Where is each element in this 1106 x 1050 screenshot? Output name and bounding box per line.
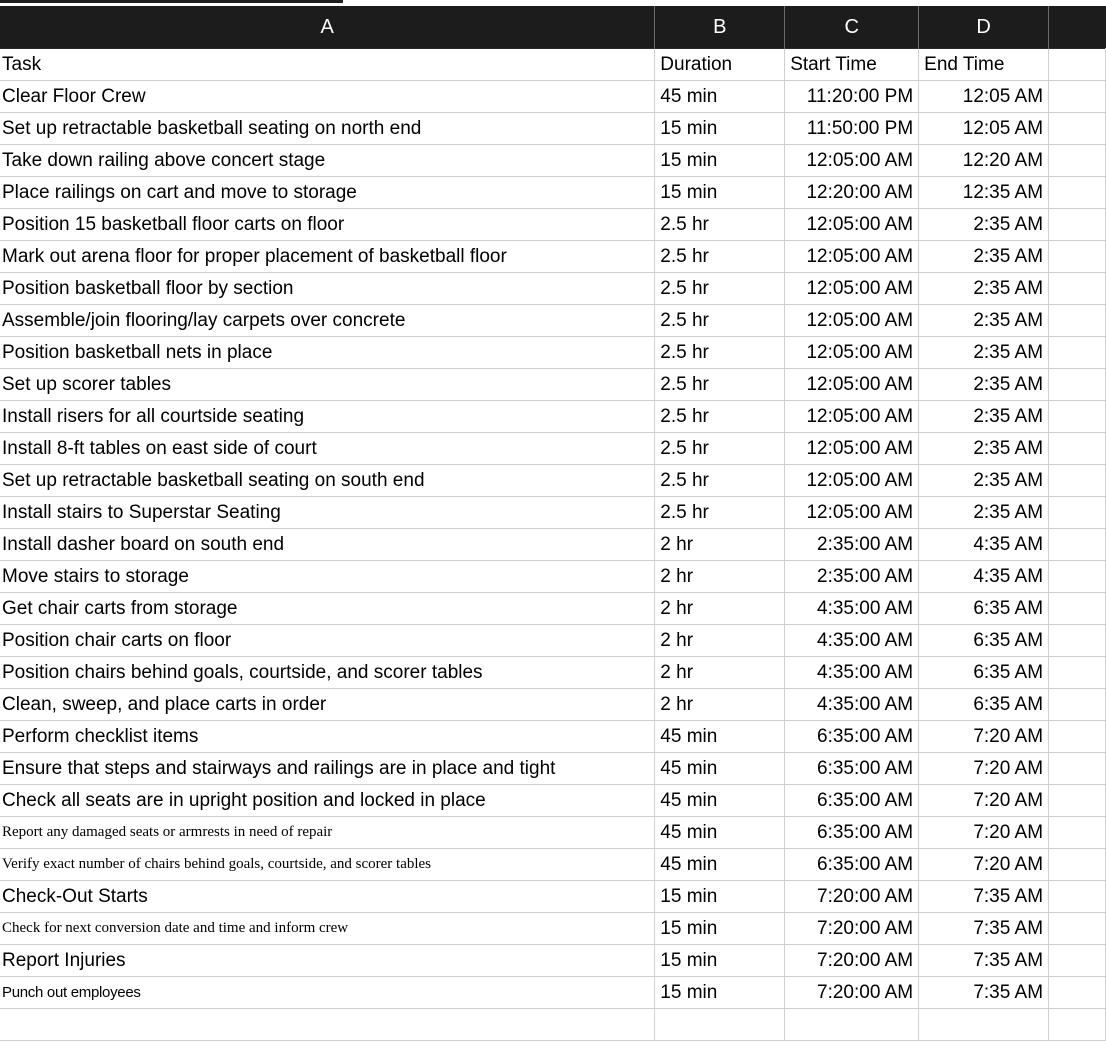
cell-duration[interactable]: 2.5 hr bbox=[655, 401, 785, 433]
cell-task[interactable]: Check for next conversion date and time and inform crew bbox=[0, 913, 655, 945]
table-row bbox=[0, 177, 1106, 209]
empty-cell[interactable] bbox=[1049, 625, 1106, 657]
table-row bbox=[0, 593, 1106, 625]
cell-task[interactable]: Position chairs behind goals, courtside, and scorer tables bbox=[0, 657, 655, 689]
cell-start-time[interactable]: 12:05:00 AM bbox=[785, 401, 919, 433]
cell-end-time[interactable]: 2:35 AM bbox=[919, 305, 1049, 337]
cell-start-time[interactable]: 7:20:00 AM bbox=[785, 977, 919, 1009]
column-header-d[interactable]: D bbox=[919, 6, 1049, 49]
cell-start-time[interactable]: 12:05:00 AM bbox=[785, 465, 919, 497]
cell-start-time[interactable]: 12:05:00 AM bbox=[785, 337, 919, 369]
empty-cell[interactable] bbox=[1049, 337, 1106, 369]
cell-end-header[interactable]: End Time bbox=[919, 49, 1049, 81]
cell-end-time[interactable]: 7:20 AM bbox=[919, 721, 1049, 753]
cell-duration[interactable]: 2.5 hr bbox=[655, 433, 785, 465]
cell-end-time[interactable]: 2:35 AM bbox=[919, 241, 1049, 273]
cell-start-time[interactable]: 12:20:00 AM bbox=[785, 177, 919, 209]
cell-task[interactable]: Position 15 basketball floor carts on floor bbox=[0, 209, 655, 241]
cell-end-time[interactable]: 2:35 AM bbox=[919, 465, 1049, 497]
cell-end-time[interactable]: 7:35 AM bbox=[919, 945, 1049, 977]
cell-task[interactable]: Verify exact number of chairs behind goals, courtside, and scorer tables bbox=[0, 849, 655, 881]
cell-start-time[interactable]: 6:35:00 AM bbox=[785, 817, 919, 849]
cell-duration[interactable]: 15 min bbox=[655, 145, 785, 177]
table-header-row bbox=[0, 49, 1106, 81]
empty-cell[interactable] bbox=[1049, 977, 1106, 1009]
cell-duration[interactable]: 2.5 hr bbox=[655, 305, 785, 337]
table-row bbox=[0, 209, 1106, 241]
cell-start-time[interactable]: 12:05:00 AM bbox=[785, 209, 919, 241]
cell-task[interactable]: Assemble/join flooring/lay carpets over concrete bbox=[0, 305, 655, 337]
empty-cell[interactable] bbox=[1049, 1009, 1106, 1041]
column-header-row bbox=[0, 6, 1106, 49]
table-row bbox=[0, 1009, 1106, 1041]
empty-cell[interactable] bbox=[1049, 721, 1106, 753]
cell-duration[interactable]: 15 min bbox=[655, 977, 785, 1009]
empty-cell[interactable] bbox=[1049, 689, 1106, 721]
table-row bbox=[0, 881, 1106, 913]
cell-end-time[interactable]: 7:20 AM bbox=[919, 817, 1049, 849]
cell-task[interactable]: Mark out arena floor for proper placement of basketball floor bbox=[0, 241, 655, 273]
table-row bbox=[0, 817, 1106, 849]
table-row bbox=[0, 945, 1106, 977]
spreadsheet-grid bbox=[0, 6, 1106, 1041]
table-row bbox=[0, 401, 1106, 433]
column-header-c[interactable]: C bbox=[785, 6, 919, 49]
cell-task[interactable]: Perform checklist items bbox=[0, 721, 655, 753]
cell-duration[interactable]: 15 min bbox=[655, 177, 785, 209]
cell-start-time[interactable]: 12:05:00 AM bbox=[785, 241, 919, 273]
table-row bbox=[0, 913, 1106, 945]
empty-cell[interactable] bbox=[1049, 305, 1106, 337]
cell-duration[interactable]: 45 min bbox=[655, 785, 785, 817]
cell-task[interactable]: Clear Floor Crew bbox=[0, 81, 655, 113]
cell-start-time[interactable]: 12:05:00 AM bbox=[785, 369, 919, 401]
empty-cell[interactable] bbox=[1049, 145, 1106, 177]
empty-cell[interactable] bbox=[1049, 81, 1106, 113]
cell-end-time[interactable]: 7:20 AM bbox=[919, 849, 1049, 881]
cell-duration[interactable]: 45 min bbox=[655, 721, 785, 753]
cell-start-time[interactable]: 6:35:00 AM bbox=[785, 721, 919, 753]
cell-duration[interactable]: 45 min bbox=[655, 849, 785, 881]
cell-task[interactable]: Check all seats are in upright position and locked in place bbox=[0, 785, 655, 817]
cell-end-time[interactable]: 4:35 AM bbox=[919, 529, 1049, 561]
column-header-e[interactable] bbox=[1049, 6, 1106, 49]
cell-task[interactable]: Position basketball nets in place bbox=[0, 337, 655, 369]
empty-cell[interactable] bbox=[1049, 465, 1106, 497]
empty-cell[interactable] bbox=[1049, 497, 1106, 529]
cell-duration[interactable]: 15 min bbox=[655, 881, 785, 913]
cell-duration[interactable]: 15 min bbox=[655, 945, 785, 977]
cell-end-time[interactable]: 7:35 AM bbox=[919, 977, 1049, 1009]
cell-task[interactable]: Place railings on cart and move to storage bbox=[0, 177, 655, 209]
table-row bbox=[0, 849, 1106, 881]
cell-task[interactable]: Set up scorer tables bbox=[0, 369, 655, 401]
cell-duration[interactable]: 2 hr bbox=[655, 657, 785, 689]
empty-cell[interactable] bbox=[0, 1009, 655, 1041]
empty-cell[interactable] bbox=[1049, 113, 1106, 145]
cell-start-time[interactable]: 7:20:00 AM bbox=[785, 913, 919, 945]
cell-end-time[interactable]: 7:35 AM bbox=[919, 881, 1049, 913]
cell-task[interactable]: Install risers for all courtside seating bbox=[0, 401, 655, 433]
empty-cell[interactable] bbox=[1049, 945, 1106, 977]
toolbar-edge-line bbox=[0, 0, 343, 3]
cell-start-time[interactable]: 4:35:00 AM bbox=[785, 657, 919, 689]
cell-end-time[interactable]: 2:35 AM bbox=[919, 401, 1049, 433]
cell-start-time[interactable]: 4:35:00 AM bbox=[785, 689, 919, 721]
cell-task-header[interactable]: Task bbox=[0, 49, 655, 81]
cell-end-time[interactable]: 2:35 AM bbox=[919, 433, 1049, 465]
empty-cell[interactable] bbox=[1049, 849, 1106, 881]
cell-end-time[interactable]: 12:05 AM bbox=[919, 113, 1049, 145]
table-row bbox=[0, 657, 1106, 689]
cell-end-time[interactable]: 12:20 AM bbox=[919, 145, 1049, 177]
cell-duration[interactable]: 2.5 hr bbox=[655, 241, 785, 273]
cell-duration[interactable]: 2.5 hr bbox=[655, 497, 785, 529]
cell-start-time[interactable]: 12:05:00 AM bbox=[785, 305, 919, 337]
empty-cell[interactable] bbox=[1049, 561, 1106, 593]
empty-cell[interactable] bbox=[655, 1009, 785, 1041]
cell-start-time[interactable]: 11:20:00 PM bbox=[785, 81, 919, 113]
cell-end-time[interactable]: 2:35 AM bbox=[919, 273, 1049, 305]
table-row bbox=[0, 337, 1106, 369]
cell-duration[interactable]: 45 min bbox=[655, 81, 785, 113]
cell-task[interactable]: Punch out employees bbox=[0, 977, 655, 1009]
empty-cell[interactable] bbox=[1049, 753, 1106, 785]
empty-cell[interactable] bbox=[1049, 529, 1106, 561]
empty-cell[interactable] bbox=[1049, 881, 1106, 913]
cell-task[interactable]: Take down railing above concert stage bbox=[0, 145, 655, 177]
cell-start-time[interactable]: 6:35:00 AM bbox=[785, 753, 919, 785]
table-row bbox=[0, 145, 1106, 177]
empty-cell[interactable] bbox=[1049, 657, 1106, 689]
cell-end-time[interactable]: 7:20 AM bbox=[919, 785, 1049, 817]
empty-cell[interactable] bbox=[1049, 49, 1106, 81]
cell-start-time[interactable]: 12:05:00 AM bbox=[785, 145, 919, 177]
cell-duration[interactable]: 2 hr bbox=[655, 561, 785, 593]
cell-start-header[interactable]: Start Time bbox=[785, 49, 919, 81]
cell-task[interactable]: Clean, sweep, and place carts in order bbox=[0, 689, 655, 721]
table-row bbox=[0, 113, 1106, 145]
cell-end-time[interactable]: 2:35 AM bbox=[919, 369, 1049, 401]
column-header-b[interactable]: B bbox=[655, 6, 785, 49]
cell-duration[interactable]: 2 hr bbox=[655, 625, 785, 657]
cell-task[interactable]: Install 8-ft tables on east side of court bbox=[0, 433, 655, 465]
column-header-a[interactable]: A bbox=[0, 6, 655, 49]
table-row bbox=[0, 689, 1106, 721]
table-row bbox=[0, 561, 1106, 593]
empty-cell[interactable] bbox=[1049, 785, 1106, 817]
cell-start-time[interactable]: 12:05:00 AM bbox=[785, 497, 919, 529]
empty-cell[interactable] bbox=[1049, 593, 1106, 625]
cell-start-time[interactable]: 4:35:00 AM bbox=[785, 625, 919, 657]
cell-duration[interactable]: 2.5 hr bbox=[655, 337, 785, 369]
cell-end-time[interactable]: 7:35 AM bbox=[919, 913, 1049, 945]
table-row bbox=[0, 529, 1106, 561]
cell-start-time[interactable]: 7:20:00 AM bbox=[785, 881, 919, 913]
cell-task[interactable]: Report Injuries bbox=[0, 945, 655, 977]
table-row bbox=[0, 241, 1106, 273]
cell-duration[interactable]: 45 min bbox=[655, 817, 785, 849]
cell-end-time[interactable]: 7:20 AM bbox=[919, 753, 1049, 785]
cell-start-time[interactable]: 6:35:00 AM bbox=[785, 785, 919, 817]
cell-end-time[interactable]: 6:35 AM bbox=[919, 657, 1049, 689]
cell-start-time[interactable]: 4:35:00 AM bbox=[785, 593, 919, 625]
cell-end-time[interactable]: 6:35 AM bbox=[919, 593, 1049, 625]
table-row bbox=[0, 721, 1106, 753]
cell-duration[interactable]: 2 hr bbox=[655, 689, 785, 721]
empty-cell[interactable] bbox=[1049, 817, 1106, 849]
empty-cell[interactable] bbox=[785, 1009, 919, 1041]
table-row bbox=[0, 785, 1106, 817]
table-row bbox=[0, 465, 1106, 497]
cell-start-time[interactable]: 2:35:00 AM bbox=[785, 561, 919, 593]
table-row bbox=[0, 305, 1106, 337]
cell-end-time[interactable]: 2:35 AM bbox=[919, 337, 1049, 369]
cell-task[interactable]: Ensure that steps and stairways and railings are in place and tight bbox=[0, 753, 655, 785]
cell-duration[interactable]: 2.5 hr bbox=[655, 209, 785, 241]
table-row bbox=[0, 497, 1106, 529]
cell-end-time[interactable]: 2:35 AM bbox=[919, 497, 1049, 529]
cell-start-time[interactable]: 12:05:00 AM bbox=[785, 273, 919, 305]
cell-end-time[interactable]: 12:05 AM bbox=[919, 81, 1049, 113]
cell-duration[interactable]: 15 min bbox=[655, 113, 785, 145]
table-row bbox=[0, 625, 1106, 657]
cell-start-time[interactable]: 11:50:00 PM bbox=[785, 113, 919, 145]
cell-task[interactable]: Position basketball floor by section bbox=[0, 273, 655, 305]
cell-task[interactable]: Check-Out Starts bbox=[0, 881, 655, 913]
table-row bbox=[0, 81, 1106, 113]
empty-cell[interactable] bbox=[1049, 913, 1106, 945]
cell-end-time[interactable]: 4:35 AM bbox=[919, 561, 1049, 593]
cell-task[interactable]: Install stairs to Superstar Seating bbox=[0, 497, 655, 529]
empty-cell[interactable] bbox=[1049, 369, 1106, 401]
cell-task[interactable]: Report any damaged seats or armrests in need of repair bbox=[0, 817, 655, 849]
cell-duration[interactable]: 2 hr bbox=[655, 529, 785, 561]
cell-task[interactable]: Set up retractable basketball seating on north end bbox=[0, 113, 655, 145]
cell-end-time[interactable]: 6:35 AM bbox=[919, 625, 1049, 657]
cell-duration[interactable]: 2.5 hr bbox=[655, 273, 785, 305]
table-row bbox=[0, 753, 1106, 785]
cell-duration[interactable]: 2.5 hr bbox=[655, 369, 785, 401]
cell-task[interactable]: Move stairs to storage bbox=[0, 561, 655, 593]
empty-cell[interactable] bbox=[1049, 433, 1106, 465]
cell-start-time[interactable]: 7:20:00 AM bbox=[785, 945, 919, 977]
empty-cell[interactable] bbox=[1049, 273, 1106, 305]
cell-duration-header[interactable]: Duration bbox=[655, 49, 785, 81]
cell-end-time[interactable]: 6:35 AM bbox=[919, 689, 1049, 721]
cell-duration[interactable]: 45 min bbox=[655, 753, 785, 785]
cell-start-time[interactable]: 6:35:00 AM bbox=[785, 849, 919, 881]
empty-cell[interactable] bbox=[1049, 209, 1106, 241]
cell-end-time[interactable]: 12:35 AM bbox=[919, 177, 1049, 209]
cell-duration[interactable]: 15 min bbox=[655, 913, 785, 945]
table-row bbox=[0, 273, 1106, 305]
cell-end-time[interactable]: 2:35 AM bbox=[919, 209, 1049, 241]
table-row bbox=[0, 369, 1106, 401]
cell-start-time[interactable]: 2:35:00 AM bbox=[785, 529, 919, 561]
cell-start-time[interactable]: 12:05:00 AM bbox=[785, 433, 919, 465]
empty-cell[interactable] bbox=[1049, 241, 1106, 273]
cell-task[interactable]: Set up retractable basketball seating on south end bbox=[0, 465, 655, 497]
table-row bbox=[0, 977, 1106, 1009]
empty-cell[interactable] bbox=[1049, 177, 1106, 209]
cell-task[interactable]: Get chair carts from storage bbox=[0, 593, 655, 625]
cell-duration[interactable]: 2 hr bbox=[655, 593, 785, 625]
cell-duration[interactable]: 2.5 hr bbox=[655, 465, 785, 497]
empty-cell[interactable] bbox=[919, 1009, 1049, 1041]
empty-cell[interactable] bbox=[1049, 401, 1106, 433]
table-row bbox=[0, 433, 1106, 465]
cell-task[interactable]: Install dasher board on south end bbox=[0, 529, 655, 561]
cell-task[interactable]: Position chair carts on floor bbox=[0, 625, 655, 657]
